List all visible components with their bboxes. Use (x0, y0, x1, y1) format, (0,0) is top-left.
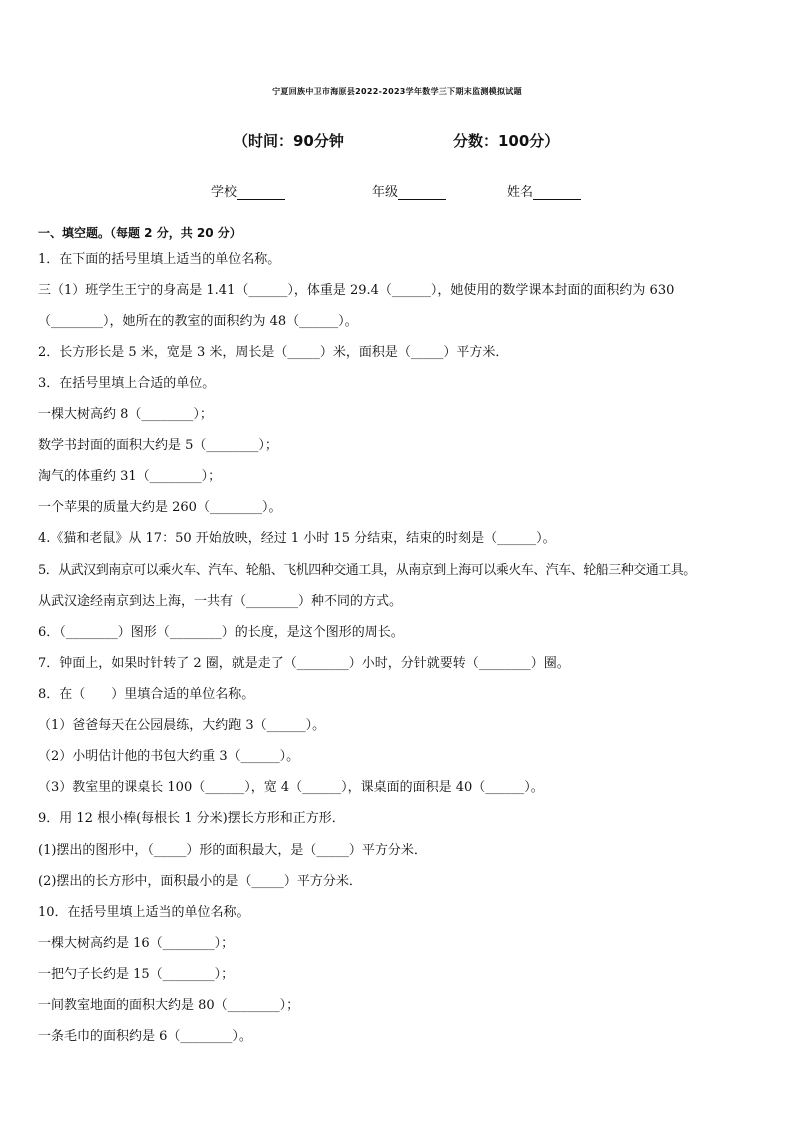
name-blank[interactable] (533, 186, 581, 200)
question-line: 9．用 12 根小棒(每根长 1 分米)摆长方形和正方形． (38, 811, 345, 826)
question-line: 一间教室地面的面积大约是 80（________）； (38, 998, 300, 1013)
school-blank[interactable] (237, 186, 285, 200)
question-line: （________），她所在的教室的面积约为 48（______）。 (38, 314, 358, 329)
question-line: （1）爸爸每天在公园晨练，大约跑 3（______）。 (38, 718, 326, 733)
question-line: 一把勺子长约是 15（________）； (38, 967, 235, 982)
question-line: 三（1）班学生王宁的身高是 1.41（______），体重是 29.4（______），她使用的数学课本封面的面积约为 630 (38, 283, 675, 298)
grade-blank[interactable] (398, 186, 446, 200)
name-label: 姓名 (507, 185, 534, 200)
question-line: 数学书封面的面积大约是 5（________）； (38, 438, 278, 453)
question-line: 一棵大树高约 8（________）； (38, 407, 213, 422)
question-line: 5．从武汉到南京可以乘火车、汽车、轮船、飞机四种交通工具，从南京到上海可以乘火车、汽车、轮船三种交通工具。 (38, 563, 696, 578)
question-line: 2．长方形长是 5 米，宽是 3 米，周长是（_____）米，面积是（_____）平方米． (38, 345, 509, 360)
question-line: 3．在括号里填上合适的单位。 (38, 376, 216, 391)
exam-title: 宁夏回族中卫市海原县2022-2023学年数学三下期末监测模拟试题 (272, 87, 522, 96)
question-line: （3）教室里的课桌长 100（______），宽 4（______），课桌面的面积是 40（______）。 (38, 780, 544, 795)
question-line: 从武汉途经南京到达上海，一共有（________）种不同的方式。 (38, 594, 403, 609)
total-score: 分数：100分） (453, 132, 560, 150)
question-line: 6．（________）图形（________）的长度，是这个图形的周长。 (38, 625, 404, 640)
student-info-fields (0, 181, 794, 201)
question-line: 10．在括号里填上适当的单位名称。 (38, 905, 250, 920)
time-limit: （时间：90分钟 (233, 132, 344, 150)
question-line: (2)摆出的长方形中，面积最小的是（_____）平方分米． (38, 874, 362, 889)
question-line: 一个苹果的质量大约是 260（________）。 (38, 500, 282, 515)
question-line: 7．钟面上，如果时针转了 2 圈，就是走了（________）小时，分针就要转（________）圈。 (38, 656, 570, 671)
grade-field (372, 181, 446, 200)
question-line: 8．在（ ）里填合适的单位名称。 (38, 687, 255, 702)
section-heading: 一、填空题。（每题 2 分，共 20 分） (38, 226, 242, 240)
question-line: 一条毛巾的面积约是 6（________）。 (38, 1029, 252, 1044)
question-line: （2）小明估计他的书包大约重 3（______）。 (38, 749, 300, 764)
exam-meta (0, 130, 794, 154)
name-field (507, 181, 581, 200)
question-line: 一棵大树高约是 16（________）； (38, 936, 235, 951)
school-field (211, 181, 285, 200)
school-label: 学校 (211, 185, 238, 200)
question-line: 1．在下面的括号里填上适当的单位名称。 (38, 252, 281, 267)
question-line: (1)摆出的图形中，（_____）形的面积最大，是（_____）平方分米． (38, 843, 427, 858)
grade-label: 年级 (372, 185, 399, 200)
question-line: 4.《猫和老鼠》从 17：50 开始放映，经过 1 小时 15 分结束，结束的时刻是（______）。 (38, 531, 556, 546)
question-line: 淘气的体重约 31（________）； (38, 469, 222, 484)
